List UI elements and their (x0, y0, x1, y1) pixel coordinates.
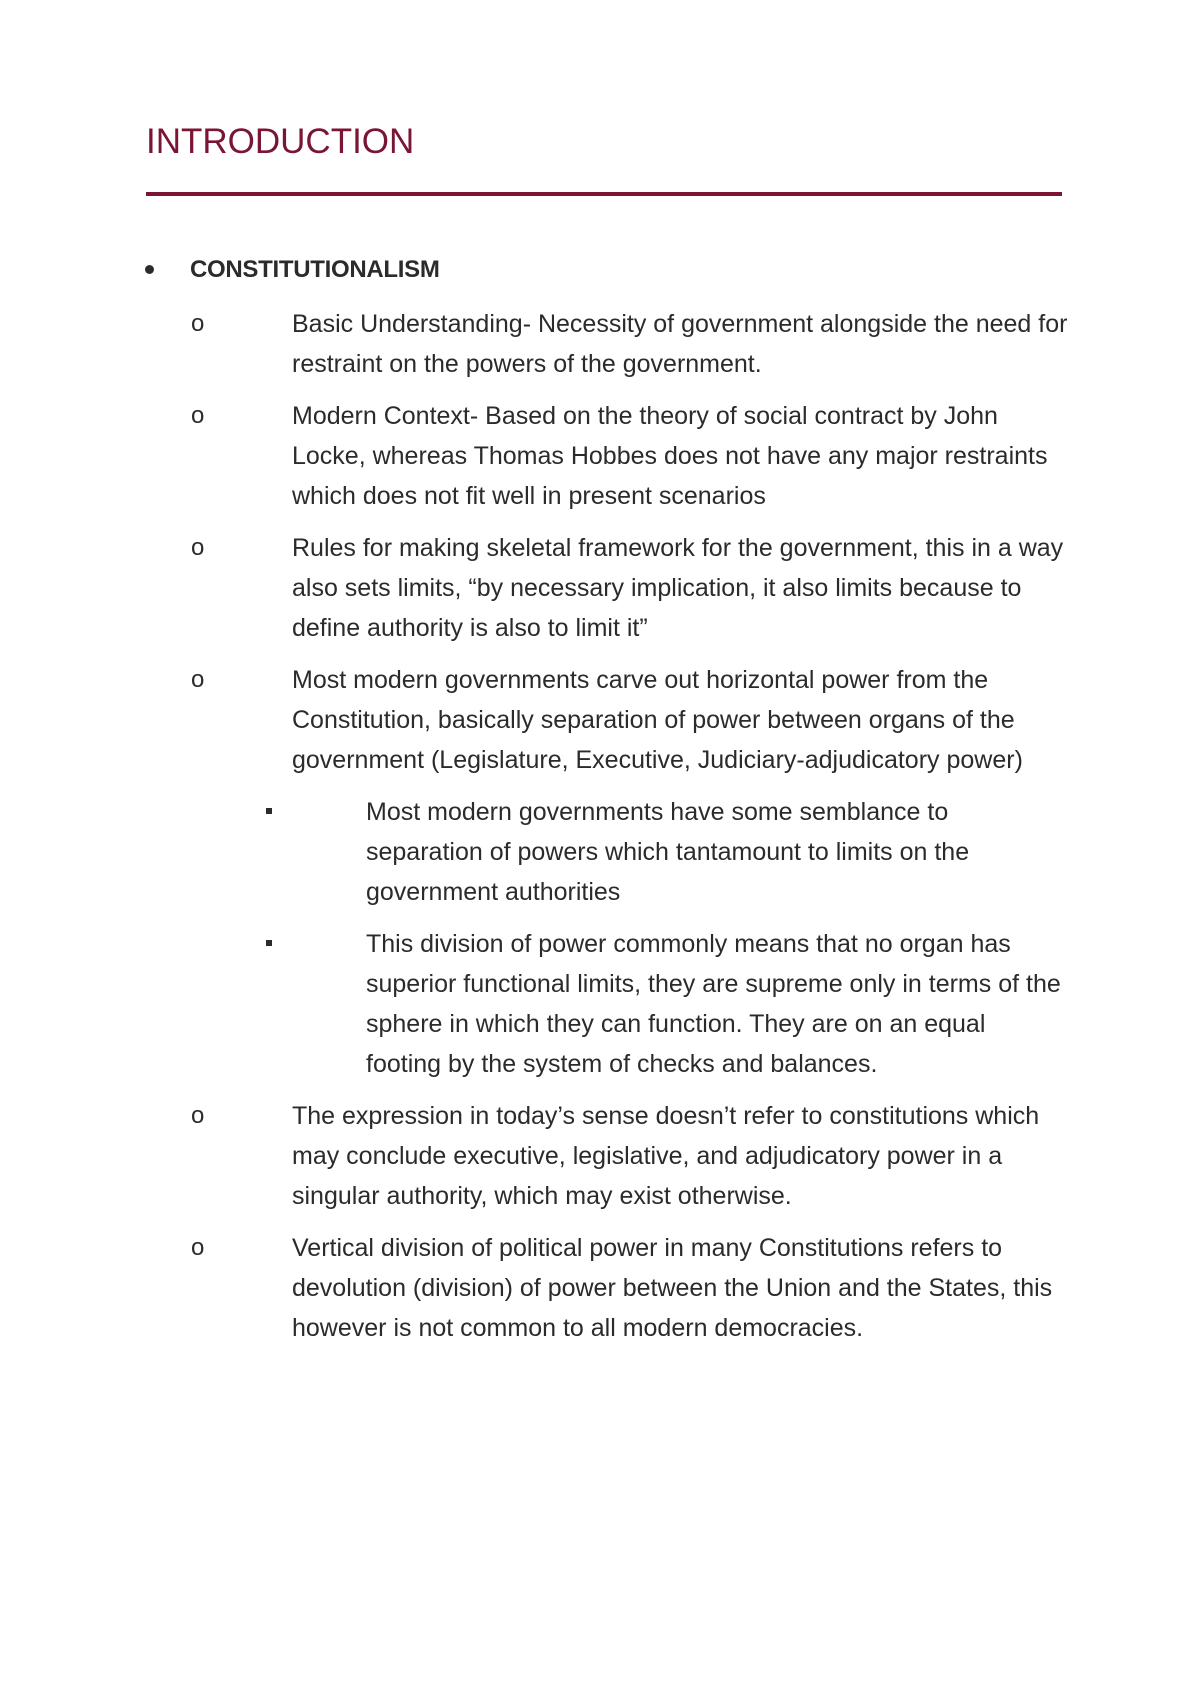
sub-list-item-text: Most modern governments have some semblance to separation of powers which tantamount to limits on the government authorities (366, 798, 970, 906)
hollow-bullet-icon: o (191, 402, 205, 429)
square-bullet-icon (266, 940, 272, 946)
document-body (0, 250, 1200, 1348)
hollow-bullet-icon: o (191, 1234, 205, 1261)
page-title: INTRODUCTION (146, 122, 415, 161)
sub-list-item-text: This division of power commonly means that no organ has superior functional limits, they are supreme only in terms of the sphere in which they can function. They are on an equal footing by the system of checks and balances. (366, 930, 1061, 1078)
list-item-text: Most modern governments carve out horizontal power from the Constitution, basically separation of power between organs of the government (Legislature, Executive, Judiciary-adjudicatory power) (292, 666, 1023, 774)
section-heading (0, 250, 1200, 292)
title-underline (146, 192, 1062, 196)
list-item (0, 396, 1200, 516)
hollow-bullet-icon: o (191, 534, 205, 561)
list-item-text: Rules for making skeletal framework for the government, this in a way also sets limits, “by necessary implication, it also limits because to define authority is also to limit it” (292, 534, 1064, 642)
hollow-bullet-icon: o (191, 1102, 205, 1129)
list-item-text: Vertical division of political power in many Constitutions refers to devolution (division) of power between the Union and the States, this however is not common to all modern democracies. (292, 1234, 1053, 1342)
hollow-bullet-icon: o (191, 666, 205, 693)
list-item (0, 660, 1200, 780)
list-item-text: The expression in today’s sense doesn’t refer to constitutions which may conclude executive, legislative, and adjudicatory power in a singular authority, which may exist otherwise. (292, 1102, 1040, 1210)
list-item (0, 304, 1200, 384)
list-item (0, 1096, 1200, 1216)
list-item (0, 1228, 1200, 1348)
square-bullet-icon (266, 808, 272, 814)
bullet-dot-icon (145, 265, 154, 274)
sub-list-item (0, 792, 1200, 912)
hollow-bullet-icon: o (191, 310, 205, 337)
list-item-text: Modern Context- Based on the theory of social contract by John Locke, whereas Thomas Hobbes does not have any major restraints which does not fit well in present scenarios (292, 402, 1048, 510)
section-label: CONSTITUTIONALISM (190, 256, 440, 283)
list-item (0, 528, 1200, 648)
sub-list-item (0, 924, 1200, 1084)
list-item-text: Basic Understanding- Necessity of government alongside the need for restraint on the powers of the government. (292, 310, 1068, 378)
